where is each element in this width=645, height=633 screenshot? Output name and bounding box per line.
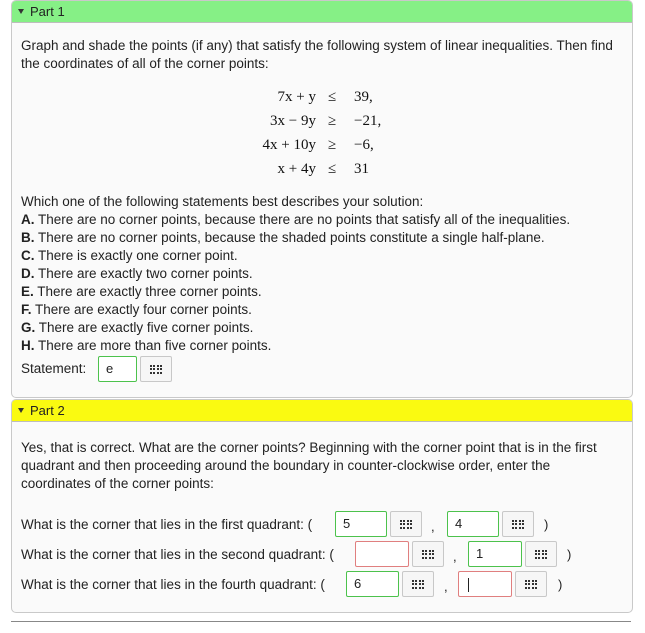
keyboard-icon [525,580,538,589]
inequality-row: 3x − 9y ≥ −21, [270,113,382,129]
collapse-caret-icon[interactable] [18,9,24,14]
keyboard-button[interactable] [140,356,172,382]
statement-label: Statement: [21,361,87,376]
inequality-row: x + 4y ≤ 31 [277,161,369,177]
keyboard-icon [422,550,435,559]
keyboard-icon [400,520,413,529]
part2-intro: Yes, that is correct. What are the corner points? Beginning with the corner point that is in the first quadrant and then proceeding around the boundary in counter-clockwise order, enter the coordinates of the corner points: [21,440,597,491]
option-c: C. There is exactly one corner point. [21,248,238,263]
corner-q2-y-input[interactable]: 1 [468,541,522,567]
corner-q2-x-input[interactable] [355,541,409,567]
comma: , [431,519,435,534]
collapse-caret-icon[interactable] [18,408,24,413]
corner-q4-y-input[interactable] [458,571,512,597]
comma: , [453,549,457,564]
keyboard-button[interactable] [390,511,422,537]
question-text: Which one of the following statements best describes your solution: [21,194,424,209]
part1-header[interactable] [12,1,632,23]
option-d: D. There are exactly two corner points. [21,266,253,281]
text-cursor [468,578,469,592]
corner-q1-label: What is the corner that lies in the first quadrant: ( [21,517,313,532]
comma: , [444,579,448,594]
close-paren: ) [544,517,549,532]
corner-q1-y-input[interactable]: 4 [447,511,499,537]
part1-title: Part 1 [30,4,65,19]
keyboard-button[interactable] [525,541,557,567]
keyboard-button[interactable] [502,511,534,537]
inequality-row: 7x + y ≤ 39, [277,89,373,105]
corner-q2-label: What is the corner that lies in the second quadrant: ( [21,547,334,562]
keyboard-icon [412,580,425,589]
keyboard-button[interactable] [412,541,444,567]
keyboard-icon [535,550,548,559]
option-h: H. There are more than five corner points. [21,338,272,353]
option-g: G. There are exactly five corner points. [21,320,254,335]
option-e: E. There are exactly three corner points. [21,284,262,299]
corner-q1-x-input[interactable]: 5 [335,511,387,537]
corner-q4-label: What is the corner that lies in the fourth quadrant: ( [21,577,325,592]
part2-panel [11,399,633,613]
keyboard-button[interactable] [515,571,547,597]
inequality-system [240,85,400,181]
inequality-row: 4x + 10y ≥ −6, [262,137,374,153]
close-paren: ) [558,577,563,592]
keyboard-icon [150,365,163,374]
close-paren: ) [567,547,572,562]
option-b: B. There are no corner points, because the shaded points constitute a single half-plane. [21,230,545,245]
keyboard-icon [512,520,525,529]
divider [11,621,631,622]
option-a: A. There are no corner points, because there are no points that satisfy all of the inequalities. [21,212,571,227]
part1-intro: Graph and shade the points (if any) that satisfy the following system of linear inequalities. Then find the coordinates of all of the corner points: [21,38,613,71]
statement-input[interactable]: e [98,356,137,382]
option-f: F. There are exactly four corner points. [21,302,252,317]
part2-title: Part 2 [30,403,65,418]
part2-header[interactable] [12,400,632,422]
keyboard-button[interactable] [402,571,434,597]
corner-q4-x-input[interactable]: 6 [346,571,399,597]
part1-panel [11,0,633,398]
